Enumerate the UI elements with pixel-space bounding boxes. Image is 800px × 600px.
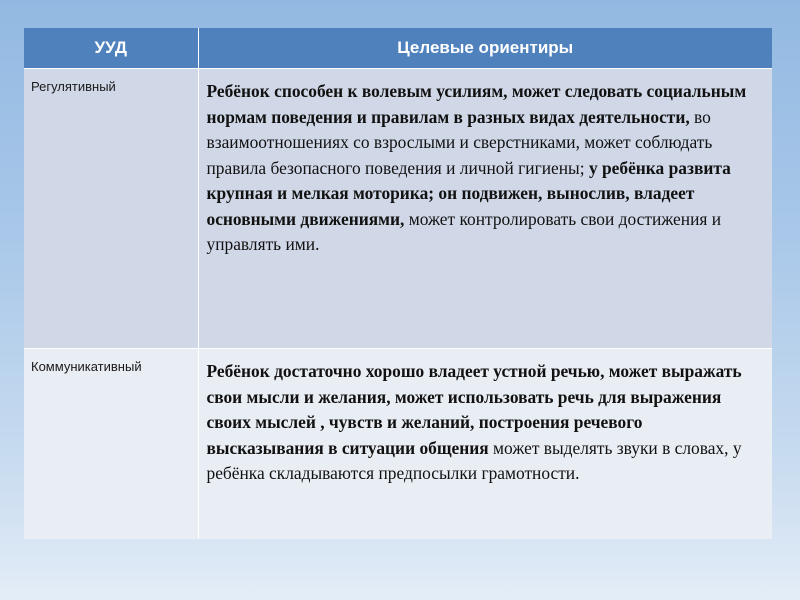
targets-table: [24, 28, 772, 539]
row-text-regulatory: [198, 69, 772, 349]
text-segment: во взаимоотношениях со взрослыми и сверстниками, может соблюдать правила безопасного поведения и личной гигиены;: [206, 106, 713, 178]
table-row-regulatory: [24, 69, 772, 349]
row-label-communicative: Коммуникативный: [24, 349, 198, 539]
text-segment: может выделять звуки в словах, у ребёнка складываются предпосылки грамотности.: [206, 437, 742, 483]
text-segment: у ребёнка развита крупная и мелкая моторика; он подвижен, вынослив, владеет основными движениями,: [206, 157, 731, 229]
header-target-guidelines: Целевые ориентиры: [198, 28, 772, 69]
table-row-communicative: [24, 349, 772, 539]
text-segment: Ребёнок способен к волевым усилиям, может следовать социальным нормам поведения и правилам в разных видах деятельности,: [206, 81, 747, 127]
header-uud: УУД: [24, 28, 198, 69]
row-label-regulatory: Регулятивный: [24, 69, 198, 349]
row-text-communicative: [198, 349, 772, 539]
text-segment: Ребёнок достаточно хорошо владеет устной речью, может выражать свои мысли и желания, может использовать речь для выражения своих мыслей , чувств и желаний, построения речевого высказывания в ситуации общения: [206, 361, 742, 458]
text-segment: может контролировать свои достижения и управлять ими.: [206, 208, 722, 254]
table-header-row: [24, 28, 772, 69]
